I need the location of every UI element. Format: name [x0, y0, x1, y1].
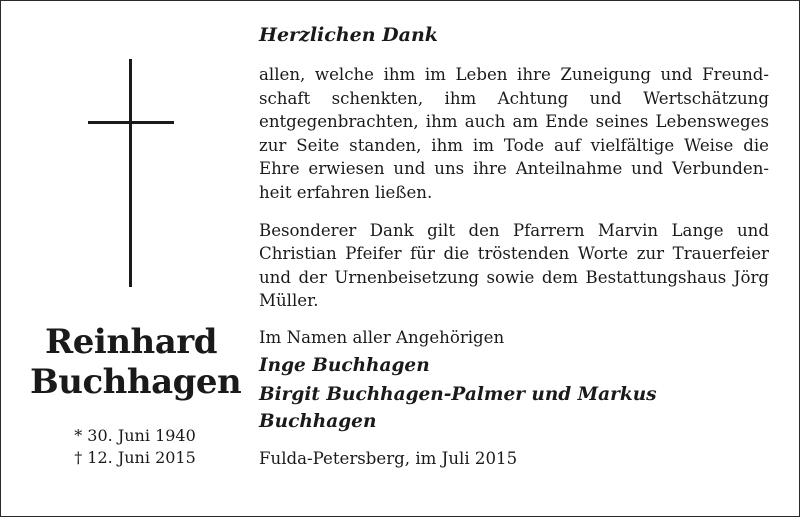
deceased-last-name: Buchhagen [30, 362, 242, 402]
birth-date: * 30. Juni 1940 [74, 426, 196, 445]
deceased-name [30, 322, 242, 402]
deceased-first-name: Reinhard [45, 322, 217, 362]
cross-horizontal-bar [88, 121, 174, 124]
notice-text [259, 22, 769, 471]
family-member-2: Birgit Buchhagen-Palmer und Markus Buchhagen [259, 383, 657, 432]
family-member-1: Inge Buchhagen [259, 354, 430, 376]
cross-vertical-bar [129, 59, 132, 287]
notice-heading: Herzlichen Dank [259, 24, 438, 46]
signoff-line: Im Namen aller Angehörigen [259, 327, 505, 347]
thanks-paragraph: allen, welche ihm im Leben ihre Zuneigung und Freundschaft schenkten, ihm Achtung und Wertschätzung entgegenbrachten, ihm auch am Ende seines Lebensweges zur Seite standen, ihm im Tode auf vielfältige Weise die Ehre erwiesen und uns ihre Anteilnahme und Verbundenheit erfahren ließen. [259, 65, 769, 202]
place-date: Fulda-Petersberg, im Juli 2015 [259, 448, 518, 468]
special-thanks-paragraph: Besonderer Dank gilt den Pfarrern Marvin Lange und Christian Pfeifer für die tröstenden Worte zur Trauerfeier und der Urnenbeisetzung sowie dem Bestattungshaus Jörg Müller. [259, 220, 769, 311]
left-column [0, 0, 262, 517]
death-date: † 12. Juni 2015 [74, 448, 196, 467]
life-dates [60, 425, 210, 469]
